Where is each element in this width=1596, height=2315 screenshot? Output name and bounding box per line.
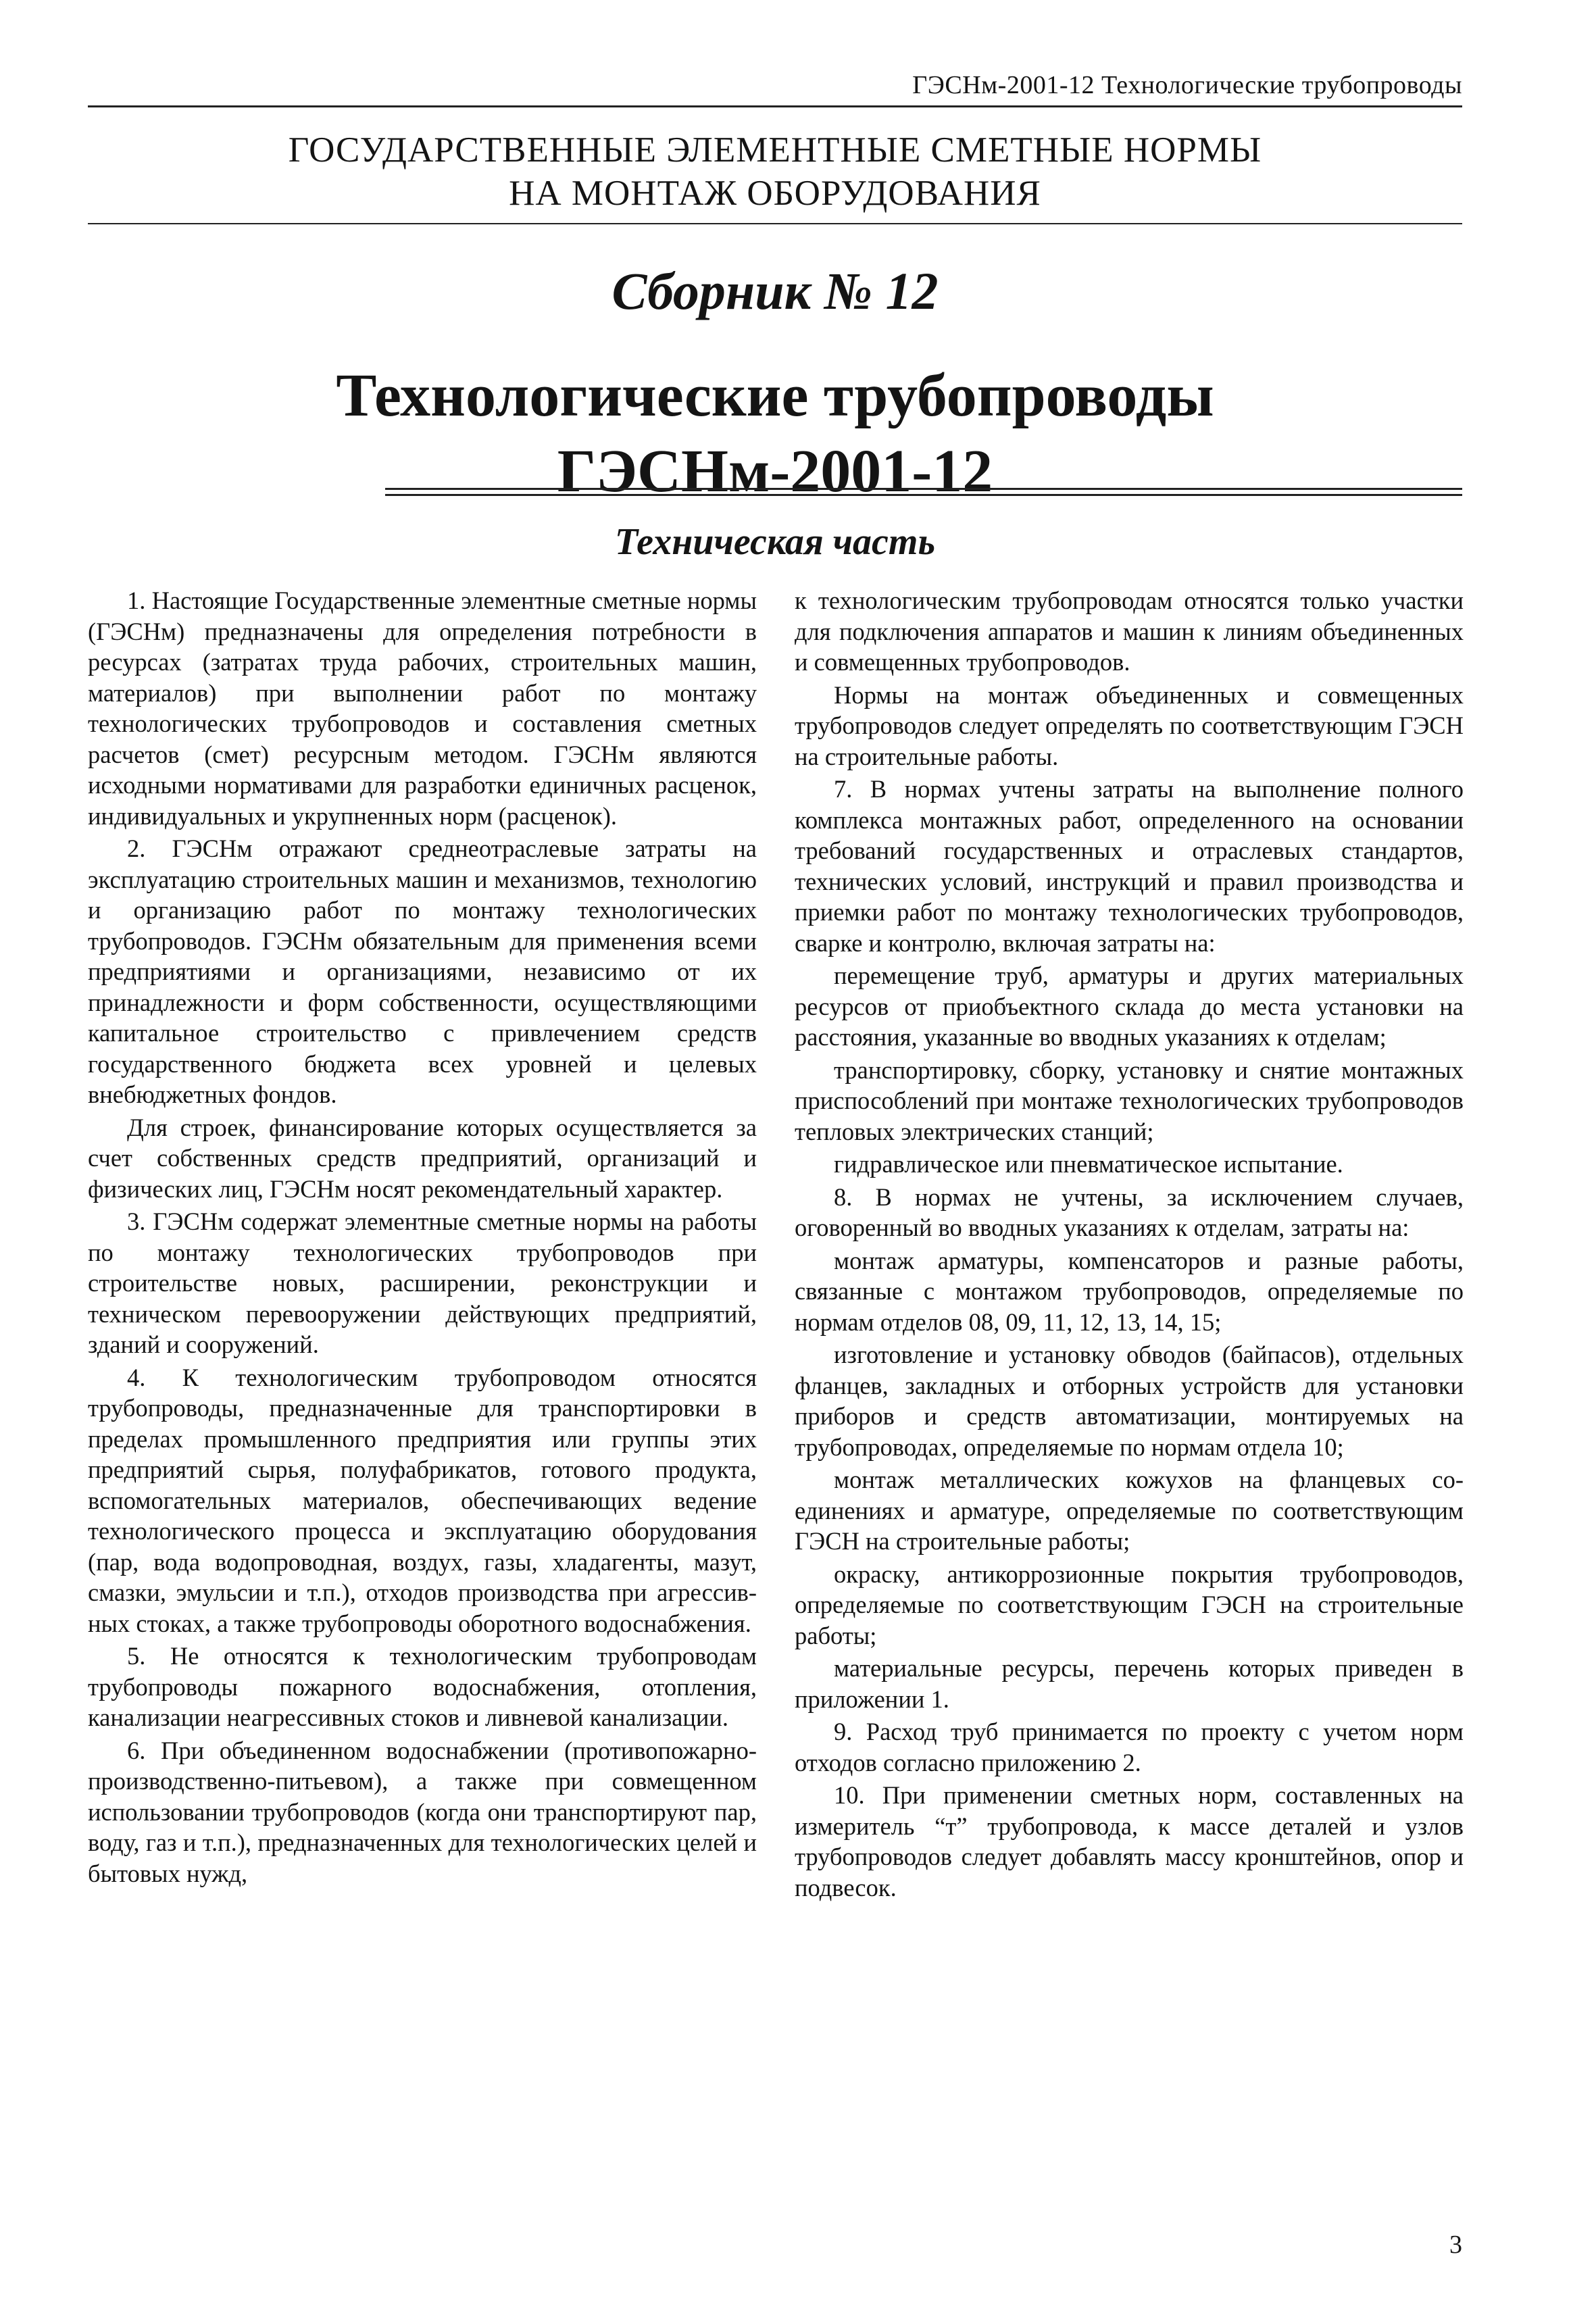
paragraph: перемещение труб, арматуры и других материальных ресурсов от приобъектного склада до места установки на расстояния, указанные во вводных указаниях к отделам; xyxy=(795,962,1464,1051)
paragraph: 8. В нормах не учтены, за исключением случаев, оговоренный во вводных указаниях к отделам, затраты на: xyxy=(795,1183,1464,1241)
left-column xyxy=(88,585,757,1891)
paragraph: гидравлическое или пневматическое испытание. xyxy=(834,1150,1343,1178)
running-title: ГЭСНм-2001-12 Технологические трубопроводы xyxy=(912,71,1462,99)
paragraph: 1. Настоящие Государственные элементные сметные нормы (ГЭСНм) предназначены для определения потребности в ресурсах (затратах труда рабочих, строительных машин, материалов) при выполнении работ по монтажу технологических трубопроводов и составления сметных расчетов (смет) ресурсным методом. ГЭСНм являются исходными нормативами для разработки единичных расценок, индивидуальных и укрупненных норм (расценок). xyxy=(88,587,757,830)
paragraph: 9. Расход труб принимается по проекту с учетом норм отходов согласно приложению 2. xyxy=(795,1718,1464,1776)
document-title xyxy=(88,358,1462,509)
collection-number: Сборник № 12 xyxy=(612,262,939,320)
title-double-rule-bottom xyxy=(385,494,1462,496)
paragraph: транспортировку, сборку, установку и снятие монтажных приспособлений при монтаже технологических трубопроводов тепловых электрических станций; xyxy=(795,1055,1464,1145)
org-title xyxy=(88,128,1462,215)
paragraph: изготовление и установку обводов (байпасов), отдельных фланцев, закладных и отборных устройств для установки приборов и средств автоматизации, монтируемых на трубопроводах, определяемые по нормам отдела 10; xyxy=(795,1341,1464,1461)
paragraph: 4. К технологическим трубопроводом относятся трубопроводы, предназначенные для транспортировки в пределах промышленного предприятия или группы этих предприятий сырья, полуфабрикатов, готового продукта, вспомогательных материалов, обеспечивающих ведение технологического процесса и эксплуатацию оборудования (пар, вода водопроводная, воздух, газы, хладагенты, мазут, смазки, эмульсии и т.п.), отходов производства при агрессивных стоках, а также трубопроводы оборотного водоснабжения. xyxy=(88,1363,757,1637)
paragraph: 3. ГЭСНм содержат элементные сметные нормы на работы по монтажу технологических трубопроводов при строительстве новых, расширении, реконструкции и техническом перевооружении действующих предприятий, зданий и сооружений. xyxy=(88,1208,757,1358)
paragraph: 6. При объединенном водоснабжении (противопожарно-производственно-питьевом), а также при совмещенном использовании трубопроводов (когда они транспортируют пар, воду, газ и т.п.), предназначенных для технологических целей и бытовых нужд, xyxy=(88,1736,757,1887)
paragraph: 5. Не относятся к технологическим трубопроводам трубопроводы пожарного водоснабжения, отопления, канализации неагрессивных стоков и ливневой канализации. xyxy=(88,1642,757,1731)
right-column xyxy=(795,585,1464,1905)
paragraph: 2. ГЭСНм отражают среднеотраслевые затраты на эксплуатацию строительных машин и механизмов, технологию и организацию работ по монтажу технологических трубопроводов. ГЭСНм обязательным для применения всеми предприятиями и организациями, независимо от их принадлежности и форм собственности, осуществляющими капитальное строительство с привлечением средств государственного бюджета всех уровней и целевых внебюджетных фондов. xyxy=(88,835,757,1108)
paragraph: 10. При применении сметных норм, составленных на измеритель “т” трубопровода, к массе деталей и узлов трубопроводов следует добавлять массу кронштейнов, опор и подвесок. xyxy=(795,1781,1464,1901)
document-title-line-1: Технологические трубопроводы xyxy=(336,362,1214,429)
paragraph: материальные ресурсы, перечень которых приведен в приложении 1. xyxy=(795,1654,1464,1713)
document-title-line-2: ГЭСНм-2001-12 xyxy=(557,438,993,505)
paragraph: к технологическим трубопроводам относятся только участки для подключения аппаратов и машин к линиям объединенных и совмещенных трубопроводов. xyxy=(795,587,1464,676)
running-header xyxy=(88,70,1462,107)
paragraph: Нормы на монтаж объединенных и совмещенных трубопроводов следует определять по соответствующим ГЭСН на строительные работы. xyxy=(795,680,1464,770)
title-divider xyxy=(88,223,1462,224)
title-double-rule-top xyxy=(385,488,1462,490)
paragraph: монтаж арматуры, компенсаторов и разные работы, связанные с монтажом трубопроводов, определяемые по нормам отделов 08, 09, 11, 12, 13, 14, 15; xyxy=(795,1246,1464,1336)
paragraph: 7. В нормах учтены затраты на выполнение полного комплекса монтажных работ, определенного на основании требований государственных и отраслевых стандартов, технических условий, инструкций и правил производства и приемки работ по монтажу технологических трубопроводов, сварке и контролю, включая затраты на: xyxy=(795,775,1464,957)
org-title-line-1: ГОСУДАРСТВЕННЫЕ ЭЛЕМЕНТНЫЕ СМЕТНЫЕ НОРМЫ xyxy=(288,130,1262,170)
paragraph: Для строек, финансирование которых осуществляется за счет собственных средств предприятий, организаций и физических лиц, ГЭСНм носят рекомендательный характер. xyxy=(88,1113,757,1203)
org-title-line-2: НА МОНТАЖ ОБОРУДОВАНИЯ xyxy=(509,174,1041,213)
paragraph: окраску, антикоррозионные покрытия трубопроводов, определяемые по соответствующим ГЭСН на строительные работы; xyxy=(795,1560,1464,1649)
section-title: Техническая часть xyxy=(614,521,936,563)
page-number: 3 xyxy=(1449,2231,1462,2259)
paragraph: монтаж металлических кожухов на фланцевых соединениях и арматуре, определяемые по соответствующим ГЭСН на строительные работы; xyxy=(795,1466,1464,1555)
